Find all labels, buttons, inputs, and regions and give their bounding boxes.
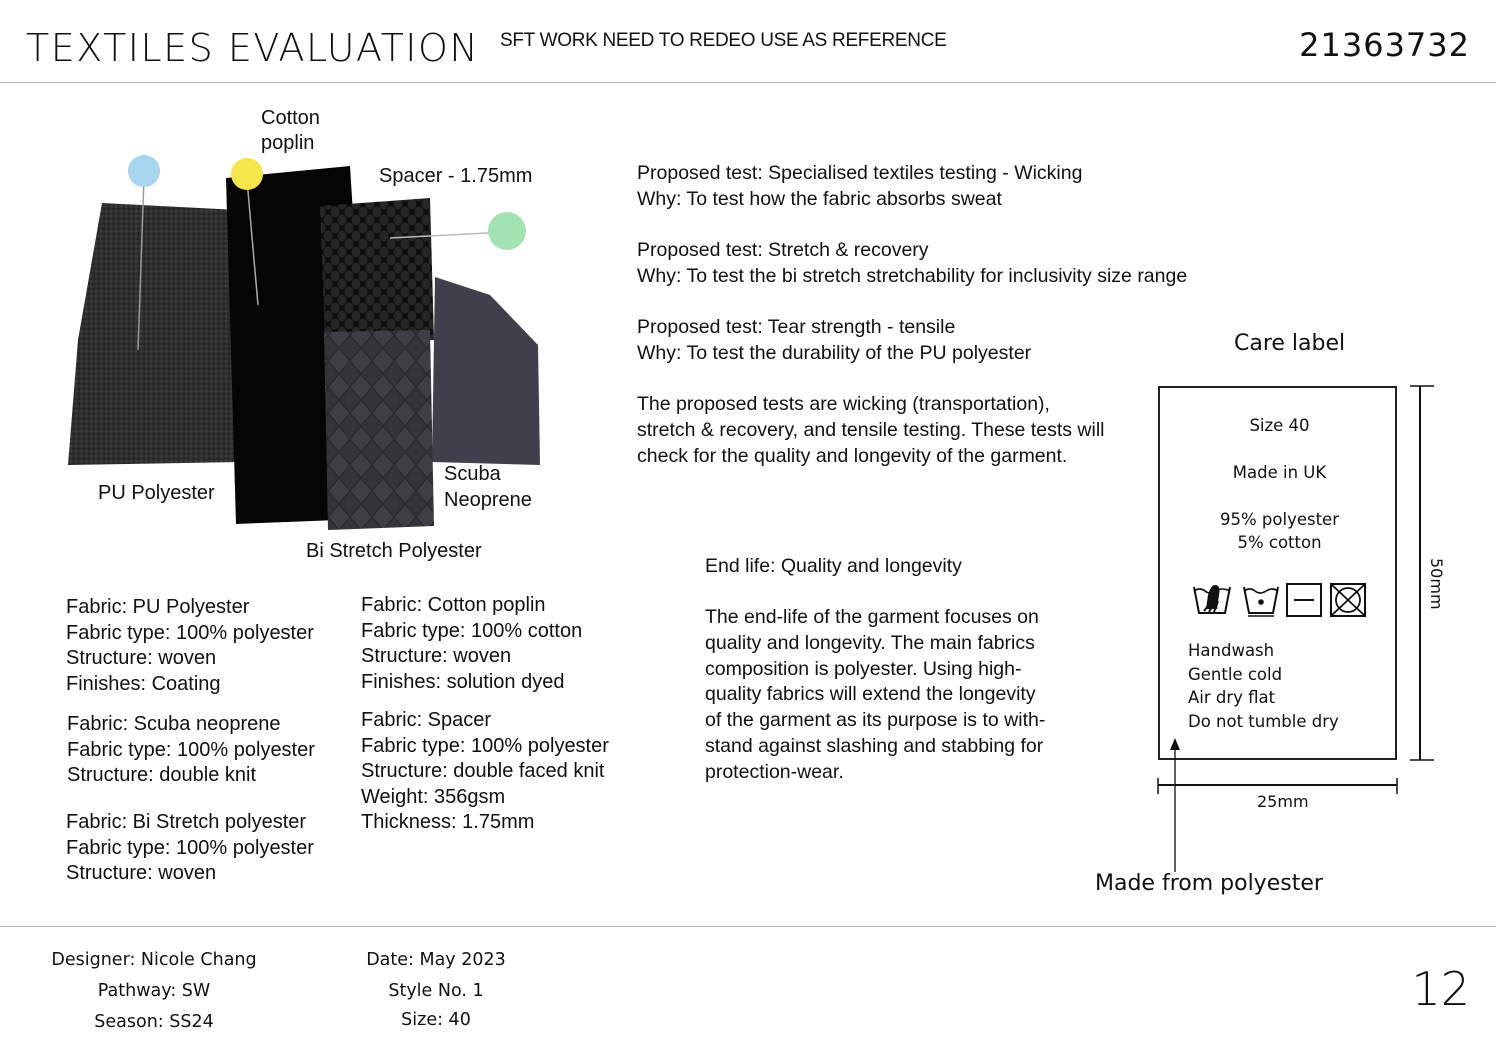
spec-spacer: Fabric: Spacer Fabric type: 100% polyester Structure: double faced knit Weight: 356gsm Thickness: 1.75mm	[361, 709, 609, 834]
label-pu-polyester: PU Polyester	[98, 482, 215, 504]
test-tear-strength: Proposed test: Tear strength - tensile Why: To test the durability of the PU polyester	[637, 316, 1032, 364]
footer-style-info: Date: May 2023 Style No. 1 Size: 40	[366, 950, 506, 1030]
arrow-up-icon	[1170, 738, 1180, 750]
test-wicking: Proposed test: Specialised textiles testing - Wicking Why: To test how the fabric absorbs sweat	[637, 162, 1083, 210]
spec-cotton-poplin: Fabric: Cotton poplin Fabric type: 100% cotton Structure: woven Finishes: solution dyed	[361, 594, 583, 693]
end-life-text: The end-life of the garment focuses on quality and longevity. The main fabrics composition is polyester. Using high- quality fabrics will extend the longevity of the garment as its purpose is to with- stand against slashing and stabbing for protection-wear.	[705, 606, 1046, 783]
label-scuba-neoprene: Scuba Neoprene	[444, 463, 532, 511]
header-divider	[0, 82, 1496, 83]
footer-designer-info: Designer: Nicole Chang Pathway: SW Season: SS24	[51, 950, 257, 1032]
end-life-title: End life: Quality and longevity	[705, 555, 962, 577]
page-title: TEXTILES EVALUATION	[26, 26, 480, 70]
care-instructions: Handwash Gentle cold Air dry flat Do not tumble dry	[1188, 641, 1339, 731]
care-composition-1: 95% polyester	[1220, 510, 1339, 529]
label-spacer: Spacer - 1.75mm	[379, 165, 533, 187]
spec-bi-stretch: Fabric: Bi Stretch polyester Fabric type: 100% polyester Structure: woven	[66, 811, 314, 885]
care-size: Size 40	[1249, 416, 1310, 435]
bi-stretch-swatch	[324, 330, 434, 530]
page-number: 12	[1411, 962, 1470, 1016]
green-pin-icon	[488, 212, 526, 250]
scuba-neoprene-swatch	[432, 277, 540, 465]
blue-pin-icon	[128, 155, 160, 187]
care-width-dimension: 25mm	[1257, 792, 1309, 811]
pu-polyester-swatch	[68, 203, 242, 465]
spec-pu-polyester: Fabric: PU Polyester Fabric type: 100% polyester Structure: woven Finishes: Coating	[66, 596, 314, 695]
label-bi-stretch: Bi Stretch Polyester	[306, 540, 482, 562]
student-id: 21363732	[1299, 26, 1470, 64]
tests-summary: The proposed tests are wicking (transportation), stretch & recovery, and tensile testing. These tests will check for the quality and longevity of the garment.	[637, 393, 1105, 467]
spec-scuba-neoprene: Fabric: Scuba neoprene Fabric type: 100% polyester Structure: double knit	[67, 713, 315, 787]
care-made-in: Made in UK	[1232, 463, 1327, 482]
footer-divider	[0, 926, 1496, 927]
care-label-title: Care label	[1234, 331, 1346, 356]
care-height-dimension: 50mm	[1427, 558, 1446, 610]
yellow-pin-icon	[231, 158, 263, 190]
made-from-polyester-note: Made from polyester	[1095, 871, 1323, 896]
header-note: SFT WORK NEED TO REDEO USE AS REFERENCE	[500, 30, 947, 51]
care-composition-2: 5% cotton	[1237, 533, 1322, 552]
label-cotton-poplin: Cotton poplin	[261, 107, 320, 154]
test-stretch-recovery: Proposed test: Stretch & recovery Why: To test the bi stretch stretchability for inclusivity size range	[637, 239, 1188, 287]
spacer-swatch	[320, 198, 434, 345]
